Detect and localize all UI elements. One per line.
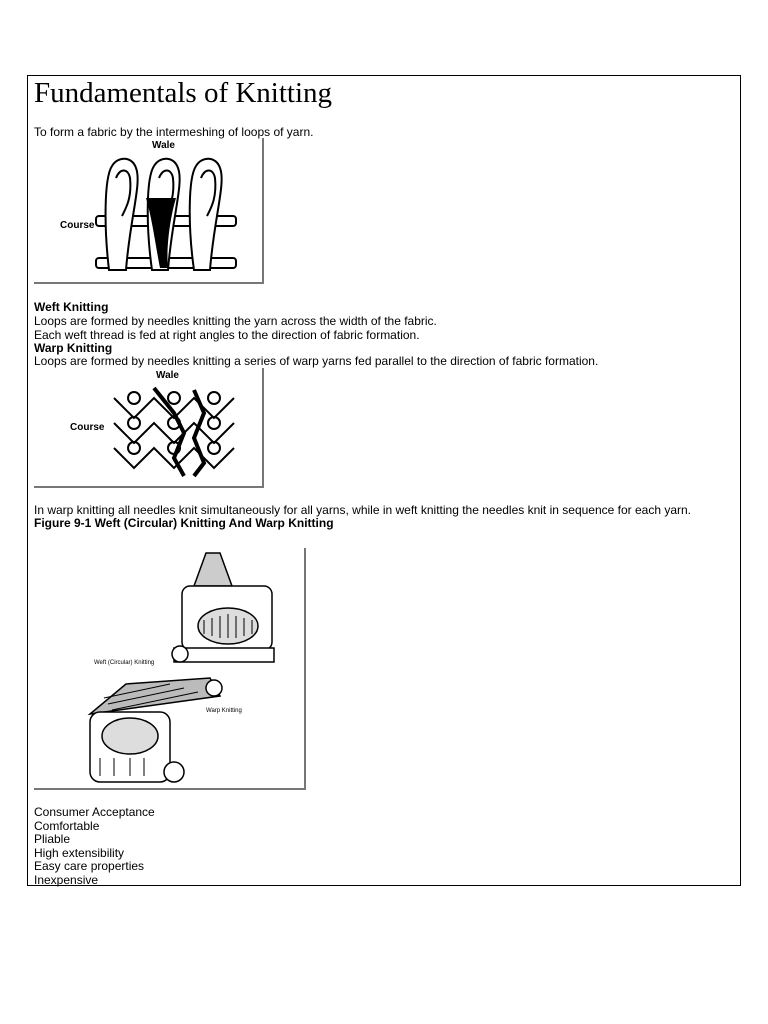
figure-caption: Figure 9-1 Weft (Circular) Knitting And Warp Knitting: [34, 516, 334, 530]
knitting-machines-diagram: [34, 548, 306, 790]
weft-loop-diagram: [34, 138, 264, 284]
warp-knitting-label: Warp Knitting: [206, 708, 242, 714]
property-item: Inexpensive: [34, 873, 99, 887]
weft-line-2: Each weft thread is fed at right angles to the direction of fabric formation.: [34, 328, 420, 342]
warp-line-1: Loops are formed by needles knitting a series of warp yarns fed parallel to the direction of fabric formation.: [34, 354, 599, 368]
weft-line-1: Loops are formed by needles knitting the yarn across the width of the fabric.: [34, 314, 437, 328]
comparison-text: In warp knitting all needles knit simultaneously for all yarns, while in weft knitting the needles knit in sequence for each yarn.: [34, 503, 692, 517]
consumer-heading: Consumer Acceptance: [34, 805, 155, 819]
warp-heading: Warp Knitting: [34, 341, 113, 355]
wale-label: Wale: [152, 140, 175, 151]
property-item: Easy care properties: [34, 859, 145, 873]
weft-knitting-label: Weft (Circular) Knitting: [94, 660, 155, 666]
property-item: High extensibility: [34, 846, 125, 860]
property-item: Comfortable: [34, 819, 100, 833]
warp-loop-diagram: [34, 368, 264, 488]
wale-label: Wale: [156, 370, 179, 381]
intro-text: To form a fabric by the intermeshing of loops of yarn.: [34, 125, 314, 139]
property-item: Pliable: [34, 832, 71, 846]
course-label: Course: [70, 422, 105, 433]
course-label: Course: [60, 220, 95, 231]
page-title: Fundamentals of Knitting: [34, 77, 333, 109]
weft-heading: Weft Knitting: [34, 300, 109, 314]
